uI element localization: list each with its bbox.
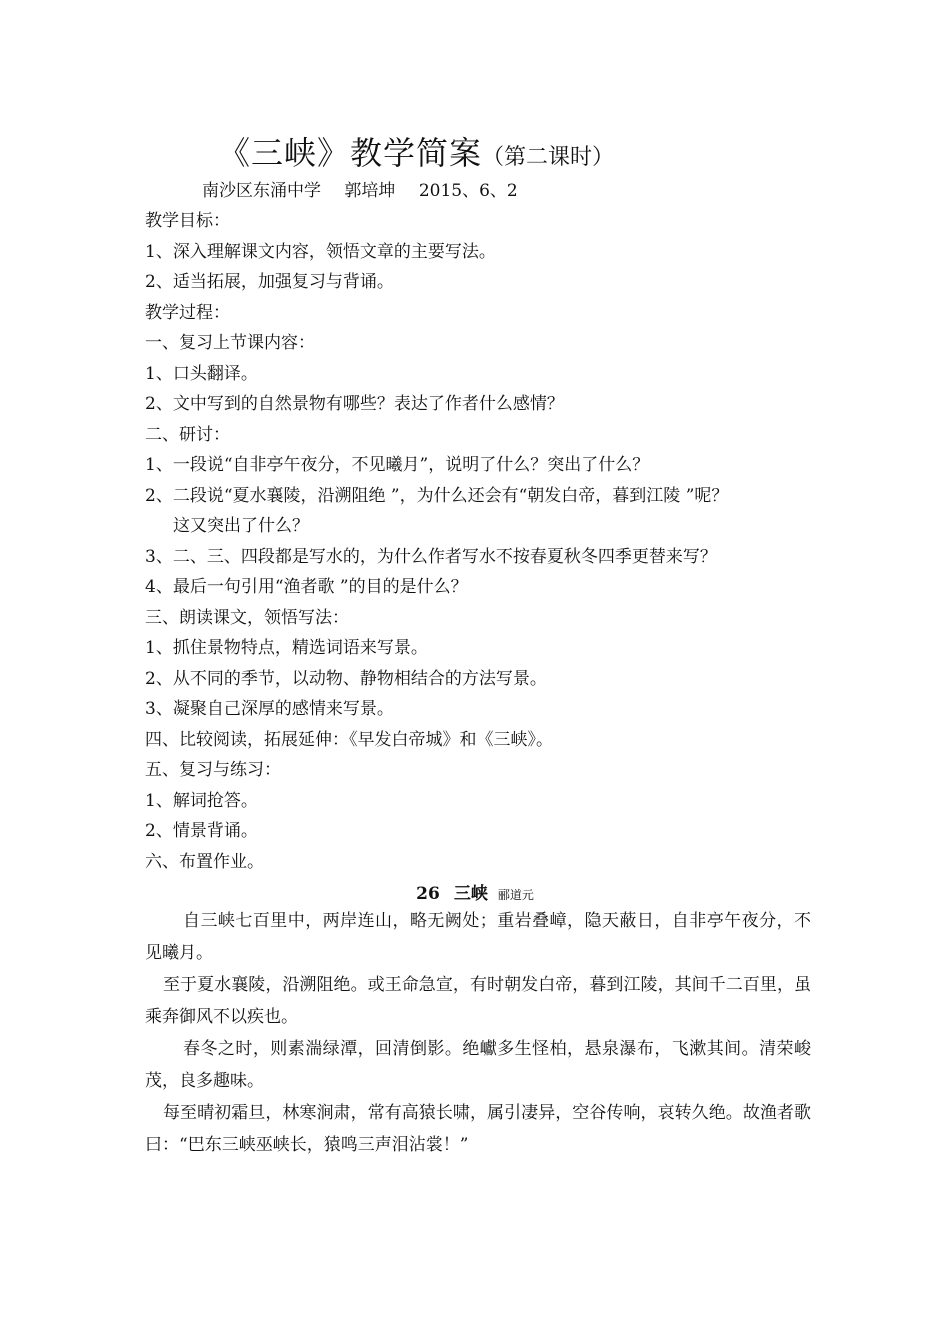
list-item: 2、情景背诵。 <box>145 821 258 841</box>
school-name: 南沙区东涌中学 <box>202 181 321 201</box>
section-heading: 一、复习上节课内容： <box>145 333 315 353</box>
passage-paragraph: 自三峡七百里中，两岸连山，略无阙处；重岩叠嶂，隐天蔽日，自非亭午夜分，不见曦月。 <box>145 911 811 963</box>
document-title <box>218 128 614 174</box>
section-heading: 教学目标： <box>145 211 230 231</box>
author-name: 郭培坤 <box>344 181 396 201</box>
list-item: 1、口头翻译。 <box>145 363 258 384</box>
section-heading: 二、研讨： <box>145 424 230 445</box>
list-item-continuation: 这又突出了什么？ <box>173 516 309 536</box>
list-item: 1、深入理解课文内容，领悟文章的主要写法。 <box>145 241 496 262</box>
lesson-plan-body <box>145 206 825 877</box>
list-item: 2、二段说“夏水襄陵，沿溯阻绝 ”，为什么还会有“朝发白帝，暮到江陵 ”呢？ <box>145 485 729 506</box>
lesson-number: 26 <box>416 884 440 904</box>
section-heading: 教学过程： <box>145 302 230 323</box>
passage-paragraph: 每至晴初霜旦，林寒涧肃，常有高猿长啸，属引凄异，空谷传响，哀转久绝。故渔者歌曰：“巴东三峡巫峡长，猿鸣三声泪沾裳！” <box>145 1103 811 1155</box>
list-item: 2、从不同的季节，以动物、静物相结合的方法写景。 <box>145 668 547 689</box>
list-item: 1、抓住景物特点，精选词语来写景。 <box>145 638 428 658</box>
byline <box>202 176 536 201</box>
section-heading: 五、复习与练习： <box>145 760 281 780</box>
passage-author: 郦道元 <box>497 888 534 902</box>
section-heading: 四、比较阅读，拓展延伸：《早发白帝城》和《三峡》。 <box>145 729 553 750</box>
passage-heading <box>0 879 950 904</box>
passage-paragraph: 至于夏水襄陵，沿溯阻绝。或王命急宣，有时朝发白帝，暮到江陵，其间千二百里，虽乘奔御风不以疾也。 <box>145 975 811 1027</box>
passage-title: 三峡 <box>453 884 488 904</box>
section-heading: 三、朗读课文，领悟写法： <box>145 607 349 628</box>
passage-paragraph: 春冬之时，则素湍绿潭，回清倒影。绝巘多生怪柏，悬泉瀑布，飞漱其间。清荣峻茂，良多趣味。 <box>145 1039 811 1091</box>
passage-text <box>145 905 811 1161</box>
list-item: 3、凝聚自己深厚的感情来写景。 <box>145 699 394 719</box>
list-item: 4、最后一句引用“渔者歌 ”的目的是什么？ <box>145 577 468 597</box>
list-item: 2、适当拓展，加强复习与背诵。 <box>145 272 394 292</box>
list-item: 1、一段说“自非亭午夜分，不见曦月”，说明了什么？突出了什么？ <box>145 455 650 475</box>
section-heading: 六、布置作业。 <box>145 851 264 872</box>
title-suffix: （第二课时） <box>482 145 615 170</box>
list-item: 3、二、三、四段都是写水的，为什么作者写水不按春夏秋冬四季更替来写？ <box>145 546 717 567</box>
title-main: 《三峡》教学简案 <box>218 134 483 172</box>
list-item: 1、解词抢答。 <box>145 790 258 811</box>
date: 2015、6、2 <box>418 181 518 201</box>
list-item: 2、文中写到的自然景物有哪些？表达了作者什么感情？ <box>145 394 564 414</box>
